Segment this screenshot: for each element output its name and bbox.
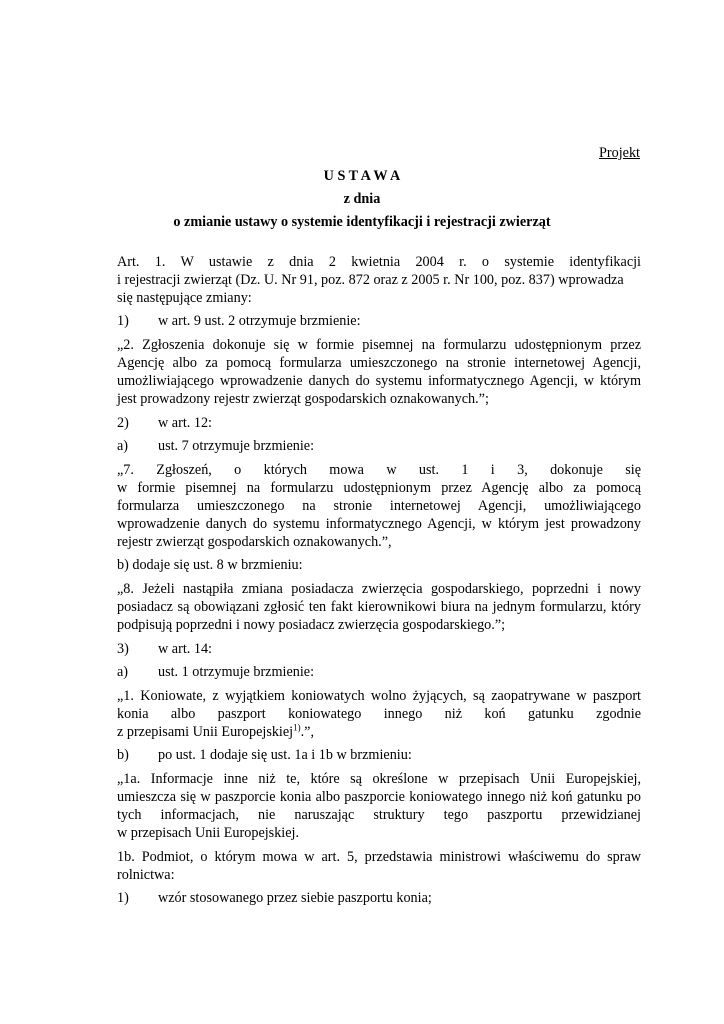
list-text: w art. 14: xyxy=(158,641,212,657)
art1-line: i rejestracji zwierząt (Dz. U. Nr 91, poz. 872 oraz z 2005 r. Nr 100, poz. 837) wprowadza xyxy=(117,272,624,288)
quote-line: „7. Zgłoszeń, o których mowa w ust. 1 i 3, dokonuje się xyxy=(117,462,641,478)
list-item xyxy=(117,889,641,907)
list-number: 1) xyxy=(117,313,129,329)
quote-line: „1a. Informacje inne niż te, które są określone w przepisach Unii Europejskiej, xyxy=(117,771,641,787)
list-item xyxy=(117,312,641,330)
quote-text: z przepisami Unii Europejskiej xyxy=(117,724,294,740)
footnote-ref[interactable]: 1) xyxy=(293,722,301,733)
quote-line: Agencję albo za pomocą formularza umieszczonego na stronie internetowej Agencji, xyxy=(117,355,641,371)
art1-line: się następujące zmiany: xyxy=(117,290,252,306)
quote-line: posiadacz są obowiązani zgłosić ten fakt kierownikowi biura na jednym formularzu, który xyxy=(117,599,641,615)
quote-line xyxy=(117,723,641,741)
quote-line: rolnictwa: xyxy=(117,867,175,883)
quote-line: konia albo paszport koniowatego innego niż koń gatunku zgodnie xyxy=(117,706,641,722)
quote-line: w formie pisemnej na formularzu udostępnionym przez Agencję albo za pomocą xyxy=(117,480,641,496)
list-text: ust. 7 otrzymuje brzmienie: xyxy=(158,438,315,454)
quote-line: formularza umieszczonego na stronie internetowej Agencji, umożliwiającego xyxy=(117,498,641,514)
quote-line: w przepisach Unii Europejskiej. xyxy=(117,825,300,841)
act-date: z dnia xyxy=(343,191,381,207)
list-item xyxy=(117,414,641,432)
list-text: po ust. 1 dodaje się ust. 1a i 1b w brzmieniu: xyxy=(158,747,412,763)
list-item xyxy=(117,746,641,764)
list-item xyxy=(117,640,641,658)
act-title: U S T A W A xyxy=(323,168,401,184)
list-number: a) xyxy=(117,664,129,680)
list-item xyxy=(117,663,641,681)
quote-text: .”, xyxy=(300,724,315,740)
list-item: b) dodaje się ust. 8 w brzmieniu: xyxy=(117,557,303,573)
list-number: a) xyxy=(117,438,129,454)
quote-line: jest prowadzony rejestr zwierząt gospodarskich oznakowanych.”; xyxy=(117,391,489,407)
quote-line: „2. Zgłoszenia dokonuje się w formie pisemnej na formularzu udostępnionym przez xyxy=(117,337,641,353)
quote-line: umożliwiającego wprowadzenie danych do systemu informatycznego Agencji, w którym xyxy=(117,373,641,389)
list-number: b) xyxy=(117,747,129,763)
list-number: 2) xyxy=(117,415,129,431)
quote-line: podpisują poprzedni i nowy posiadacz zwierzęcia gospodarskiego.”; xyxy=(117,617,506,633)
quote-line: 1b. Podmiot, o którym mowa w art. 5, przedstawia ministrowi właściwemu do spraw xyxy=(117,849,641,865)
quote-line: tych informacjach, nie naruszając struktury tego paszportu przewidzianej xyxy=(117,807,641,823)
act-subtitle: o zmianie ustawy o systemie identyfikacji i rejestracji zwierząt xyxy=(173,214,551,230)
quote-line: umieszcza się w paszporcie konia albo paszporcie koniowatego innego niż koń gatunku po xyxy=(117,789,641,805)
list-item xyxy=(117,437,641,455)
list-number: 3) xyxy=(117,641,129,657)
quote-line: wprowadzenie danych do systemu informatycznego Agencji, w którym jest prowadzony xyxy=(117,516,641,532)
quote-line: „8. Jeżeli nastąpiła zmiana posiadacza zwierzęcia gospodarskiego, poprzedni i nowy xyxy=(117,581,641,597)
list-text: ust. 1 otrzymuje brzmienie: xyxy=(158,664,315,680)
list-text: w art. 9 ust. 2 otrzymuje brzmienie: xyxy=(158,313,361,329)
projekt-label: Projekt xyxy=(599,145,640,161)
art1-line: Art. 1. W ustawie z dnia 2 kwietnia 2004 r. o systemie identyfikacji xyxy=(117,254,641,270)
list-text: wzór stosowanego przez siebie paszportu konia; xyxy=(158,890,432,906)
list-number: 1) xyxy=(117,890,129,906)
quote-line: „1. Koniowate, z wyjątkiem koniowatych wolno żyjących, są zaopatrywane w paszport xyxy=(117,688,641,704)
list-text: w art. 12: xyxy=(158,415,212,431)
quote-line: rejestr zwierząt gospodarskich oznakowanych.”, xyxy=(117,534,392,550)
